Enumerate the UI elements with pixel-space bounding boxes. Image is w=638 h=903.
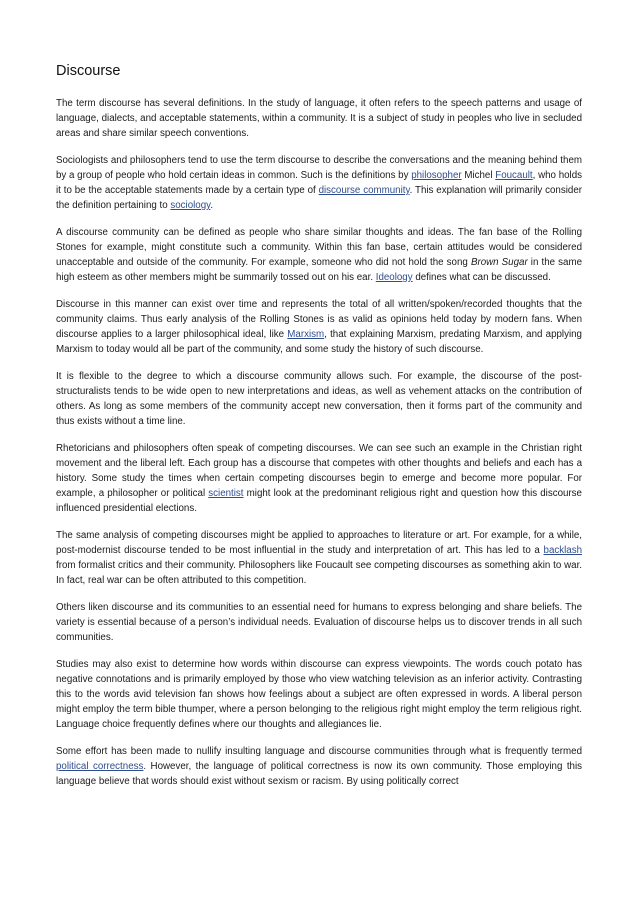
text-run: might look at the predominant religious right and question how this discourse influenced presidential elections.	[56, 488, 582, 514]
link-scientist[interactable]: scientist	[208, 488, 244, 499]
paragraph	[56, 600, 582, 645]
paragraph	[56, 744, 582, 789]
text-run: Rhetoricians and philosophers often speak of competing discourses. We can see such an example in the Christian right movement and the liberal left. Each group has a discourse that competes with other thoughts and beliefs and each has a history. Some study the times when certain competing discourses begin to emerge and become more popular. For example, a philosopher or political	[56, 443, 582, 499]
text-run: defines what can be discussed.	[412, 272, 551, 283]
text-run: , who holds it to be the acceptable statements made by a certain type of	[56, 170, 583, 196]
text-run: Michel	[461, 170, 496, 181]
paragraph	[56, 153, 582, 213]
text-run: Sociologists and philosophers tend to use the term discourse to describe the conversations and the meaning behind them by a group of people who hold certain ideas in common. Such is the definitions by	[56, 155, 582, 181]
text-run: .	[210, 200, 214, 211]
text-run: The term discourse has several definitions. In the study of language, it often refers to the speech patterns and usage of language, dialects, and acceptable statements, within a community. It is a subject of study in peoples who live in secluded areas and share similar speech conventions.	[56, 98, 582, 139]
paragraph	[56, 657, 582, 732]
text-run: The same analysis of competing discourses might be applied to approaches to literature or art. For example, for a while, post-modernist discourse tended to be most influential in the study and interpretation of art. This has led to a	[56, 530, 582, 556]
text-run: Discourse in this manner can exist over time and represents the total of all written/spoken/recorded thoughts that the community claims. Thus early analysis of the Rolling Stones is as valid as opinions held today by modern fans. When discourse applies to a larger philosophical ideal, like	[56, 299, 582, 340]
text-run: Some effort has been made to nullify insulting language and discourse communities through what is frequently termed	[56, 746, 582, 757]
link-ideology[interactable]: Ideology	[375, 272, 413, 283]
text-run: It is flexible to the degree to which a discourse community allows such. For example, the discourse of the post-structuralists tends to be wide open to new interpretations and ideas, as well as vehement attacks on the contribution of others. As long as some members of the community accept new conversation, then it forms part of the community and thus exists without a time line.	[56, 371, 582, 427]
text-run: in the same high esteem as other members might be summarily tossed out on his ear.	[56, 257, 582, 283]
text-run: . This explanation will primarily consider the definition pertaining to	[56, 185, 582, 211]
text-run: . However, the language of political correctness is now its own community. Those employing this language believe that words should exist without sexism or racism. By using politically correct	[56, 761, 583, 787]
text-run: from formalist critics and their community. Philosophers like Foucault see competing discourses as something akin to war. In fact, real war can be often attributed to this competition.	[56, 560, 582, 586]
page-title: Discourse	[56, 63, 121, 79]
text-run: A discourse community can be defined as people who share similar thoughts and ideas. The fan base of the Rolling Stones for example, might constitute such a community. Within this fan base, certain attitudes would be considered unacceptable and outside of the community. For example, someone who did not hold the song	[56, 227, 582, 268]
link-marxism[interactable]: Marxism	[287, 329, 325, 340]
text-run: Studies may also exist to determine how words within discourse can express viewpoints. The words couch potato has negative connotations and is primarily employed by those who view watching television as an inferior activity. Contrasting this to the words avid television fan shows how feelings about a subject are often expressed in words. A liberal person might employ the term bible thumper, where a person belonging to the religious right might employ the term religious right. Language choice frequently defines where our thoughts and allegiances lie.	[56, 659, 582, 730]
paragraph	[56, 96, 582, 141]
link-discourse-community[interactable]: discourse community	[318, 185, 410, 196]
text-run: Others liken discourse and its communities to an essential need for humans to express belonging and share beliefs. The variety is essential because of a person’s individual needs. Evaluation of discourse helps us to discover trends in all such communities.	[56, 602, 582, 643]
link-backlash[interactable]: backlash	[543, 545, 582, 556]
italic-text: Brown Sugar	[470, 257, 528, 268]
link-sociology[interactable]: sociology	[170, 200, 211, 211]
paragraph	[56, 297, 582, 357]
link-foucault[interactable]: Foucault	[495, 170, 533, 181]
paragraph	[56, 441, 582, 516]
paragraph	[56, 528, 582, 588]
document-body	[56, 96, 582, 801]
text-run: , that explaining Marxism, predating Marxism, and applying Marxism to today would all be part of the community, and some study the history of such discourse.	[56, 329, 582, 355]
link-philosopher[interactable]: philosopher	[411, 170, 462, 181]
paragraph	[56, 369, 582, 429]
paragraph	[56, 225, 582, 285]
link-political-correctness[interactable]: political correctness	[56, 761, 144, 772]
